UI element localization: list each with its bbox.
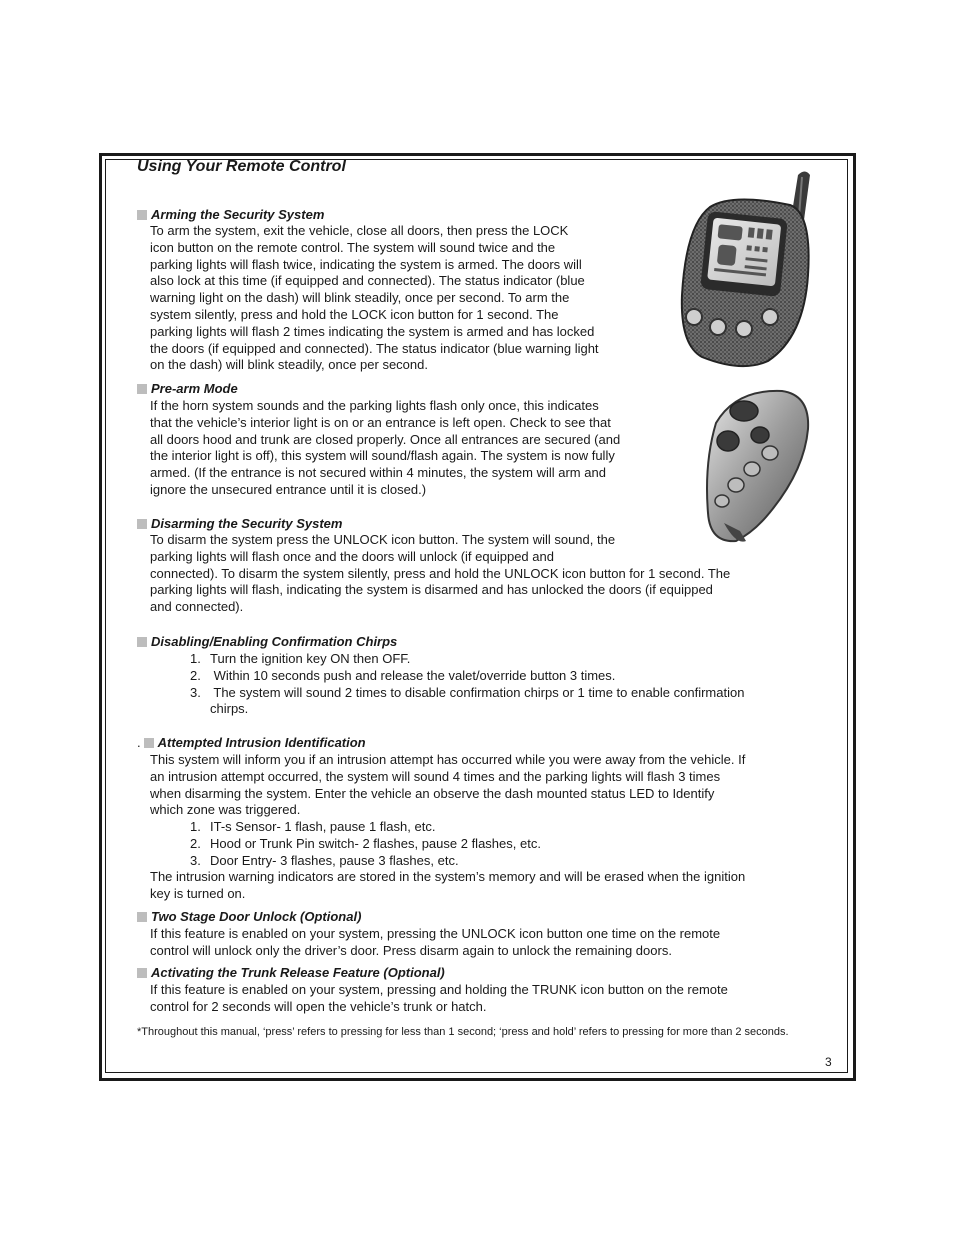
list-item: 2. Hood or Trunk Pin switch- 2 flashes, pause 2 flashes, etc. <box>190 835 541 851</box>
bullet-square-icon <box>137 637 147 647</box>
section-heading-chirps: Disabling/Enabling Confirmation Chirps <box>137 634 397 649</box>
text-line: control will unlock only the driver’s door. Press disarm again to unlock the remaining doors. <box>150 942 672 958</box>
text-line: an intrusion attempt occurred, the system will sound 4 times and the parking lights will flash 3 times <box>150 768 721 784</box>
text-line: that the vehicle’s interior light is on or an entrance is left open. Check to see that <box>150 414 611 430</box>
section-body-two-stage <box>150 926 822 960</box>
section-body-trunk <box>150 982 822 1016</box>
text-line: To disarm the system press the UNLOCK icon button. The system will sound, the <box>150 532 616 547</box>
text-line: all doors hood and trunk are closed properly. Once all entrances are secured (and <box>150 431 621 447</box>
list-item: 1. Turn the ignition key ON then OFF. <box>190 651 411 666</box>
section-heading-intrusion: . Attempted Intrusion Identification <box>137 735 366 750</box>
text-line: armed. (If the entrance is not secured within 4 minutes, the system will arm and <box>150 465 606 481</box>
text-line: If the horn system sounds and the parking lights flash only once, this indicates <box>150 398 599 413</box>
section-body-arming <box>150 223 662 374</box>
text-line: key is turned on. <box>150 885 246 901</box>
text-line: the interior light is off), this system will sound/flash again. The system is now fully <box>150 448 615 464</box>
footnote: *Throughout this manual, ‘press’ refers to pressing for less than 1 second; ‘press and hold’ refers to pressing for more than 2 seconds. <box>137 1026 789 1038</box>
text-line: ignore the unsecured entrance until it is closed.) <box>150 481 427 497</box>
intrusion-zones-list <box>190 819 810 869</box>
list-item: 3. Door Entry- 3 flashes, pause 3 flashes, etc. <box>190 852 459 868</box>
text-line: This system will inform you if an intrusion attempt has occurred while you were away from the vehicle. If <box>150 752 746 767</box>
text-line: also lock at this time (if equipped and connected). The status indicator (blue <box>150 273 585 289</box>
text-line: If this feature is enabled on your system, pressing and holding the TRUNK icon button on the remote <box>150 982 728 997</box>
page-number: 3 <box>825 1055 832 1069</box>
text-line: The intrusion warning indicators are stored in the system’s memory and will be erased when the ignition <box>150 869 746 884</box>
list-item: 2. Within 10 seconds push and release the valet/override button 3 times. <box>190 667 616 683</box>
list-item: 3. The system will sound 2 times to disable confirmation chirps or 1 time to enable confirmation <box>190 684 745 700</box>
text-line: control for 2 seconds will open the vehicle’s trunk or hatch. <box>150 998 487 1014</box>
section-heading-trunk: Activating the Trunk Release Feature (Optional) <box>137 965 445 980</box>
text-line: warning light on the dash) will blink steadily, once per second. To arm the <box>150 290 570 306</box>
section-body-intrusion <box>150 752 822 819</box>
text-line: which zone was triggered. <box>150 802 301 818</box>
text-line: parking lights will flash 2 times indicating the system is armed and has locked <box>150 323 595 339</box>
text-line: the doors (if equipped and connected). The status indicator (blue warning light <box>150 340 599 356</box>
text-line: and connected). <box>150 599 244 615</box>
text-line: parking lights will flash twice, indicating the system is armed. The doors will <box>150 256 582 272</box>
bullet-square-icon <box>137 912 147 922</box>
page-title: Using Your Remote Control <box>137 158 346 175</box>
bullet-square-icon <box>137 968 147 978</box>
bullet-square-icon <box>144 738 154 748</box>
text-line: parking lights will flash, indicating the system is disarmed and has unlocked the doors (if equipped <box>150 582 713 598</box>
five-button-remote-fob-image <box>696 383 814 547</box>
list-item-continuation: chirps. <box>210 701 249 717</box>
text-line: To arm the system, exit the vehicle, close all doors, then press the LOCK <box>150 223 569 238</box>
text-line: on the dash) will blink steadily, once per second. <box>150 357 428 373</box>
text-line: system silently, press and hold the LOCK icon button for 1 second. The <box>150 306 559 322</box>
text-line: when disarming the system. Enter the vehicle an observe the dash mounted status LED to Identify <box>150 785 715 801</box>
lcd-remote-transmitter-image <box>672 165 834 370</box>
bullet-square-icon <box>137 519 147 529</box>
section-heading-arming: Arming the Security System <box>137 207 324 222</box>
text-line: icon button on the remote control. The system will sound twice and the <box>150 239 556 255</box>
section-heading-two-stage: Two Stage Door Unlock (Optional) <box>137 909 361 924</box>
text-line: If this feature is enabled on your system, pressing the UNLOCK icon button one time on the remote <box>150 926 721 941</box>
text-line: connected). To disarm the system silently, press and hold the UNLOCK icon button for 1 second. The <box>150 565 731 581</box>
section-heading-disarming: Disarming the Security System <box>137 516 342 531</box>
section-heading-prearm: Pre-arm Mode <box>137 381 238 396</box>
section-body-intrusion-after <box>150 869 822 903</box>
bullet-square-icon <box>137 210 147 220</box>
section-body-prearm <box>150 398 685 499</box>
text-line: parking lights will flash once and the doors will unlock (if equipped and <box>150 548 554 564</box>
chirps-steps-list <box>190 651 810 718</box>
bullet-square-icon <box>137 384 147 394</box>
list-item: 1. IT-s Sensor- 1 flash, pause 1 flash, etc. <box>190 819 436 834</box>
